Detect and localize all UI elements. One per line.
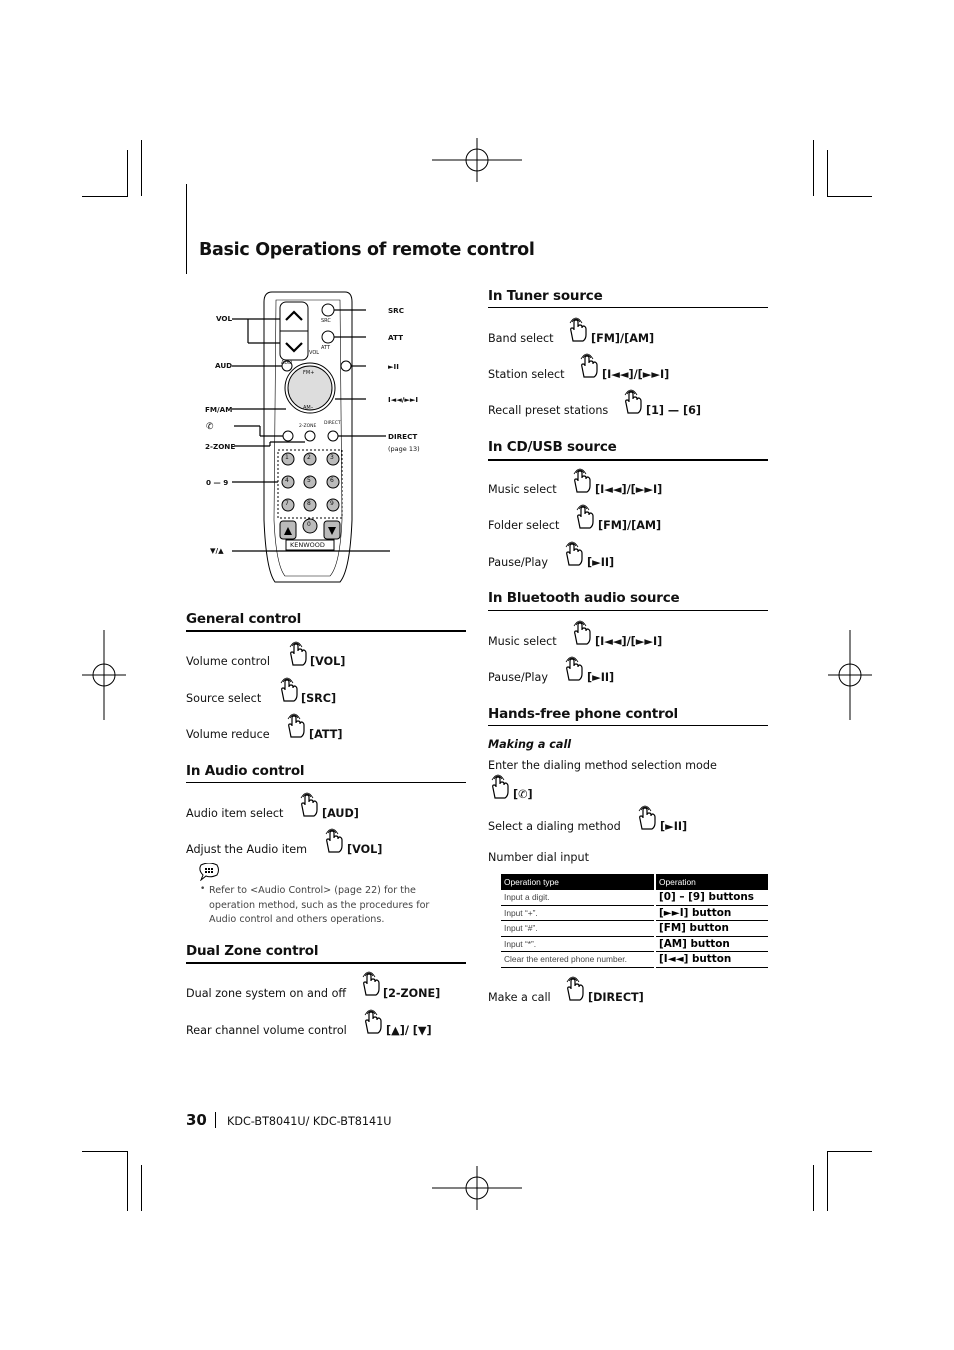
two-zone-callout: 2-ZONE (205, 442, 236, 451)
music-select-label: Music select (488, 483, 557, 496)
table-cell: Input a digit. (501, 890, 655, 905)
table-row (501, 952, 768, 968)
making-call-subheading: Making a call (488, 738, 572, 751)
preset-key: [1] — [6] (646, 404, 701, 417)
play-pause-callout: ►II (388, 362, 399, 371)
audio-control-heading: In Audio control (186, 763, 305, 779)
number-dial-label: Number dial input (488, 851, 590, 864)
vol-key: [VOL] (310, 655, 346, 668)
remote-digit-2: 2 (307, 454, 311, 461)
station-select-label: Station select (488, 368, 565, 381)
table-cell: Input “+”. (501, 905, 655, 921)
enter-mode-label: Enter the dialing method selection mode (488, 759, 717, 772)
hand-press-icon (571, 468, 591, 494)
remote-src-text: SRC (321, 318, 331, 324)
prev-next-key: [I◄◄]/[►►I] (595, 635, 663, 648)
aud-key: [AUD] (322, 807, 359, 820)
vol-key: [VOL] (347, 843, 383, 856)
hand-press-icon (323, 828, 343, 854)
select-method-label: Select a dialing method (488, 820, 621, 833)
remote-control-diagram (190, 290, 440, 590)
volume-control-label: Volume control (186, 655, 270, 668)
bt-pause-play-label: Pause/Play (488, 671, 549, 684)
phone-key: [✆] (513, 788, 533, 801)
remote-digit-3: 3 (330, 454, 334, 461)
table-cell: Clear the entered phone number. (501, 952, 655, 968)
remote-att-text: ATT (321, 345, 331, 351)
hand-press-icon (285, 713, 305, 739)
rear-volume-label: Rear channel volume control (186, 1024, 347, 1037)
fm-am-callout: FM/AM (205, 405, 233, 414)
direct-callout: DIRECT (388, 432, 418, 441)
table-row (501, 936, 768, 952)
hand-press-icon (360, 971, 380, 997)
att-key: [ATT] (309, 728, 343, 741)
remote-digit-0: 0 (307, 521, 311, 528)
pause-play-label: Pause/Play (488, 556, 549, 569)
phone-handsfree-icon: ✆ (518, 788, 528, 801)
general-control-heading: General control (186, 611, 301, 627)
src-callout: SRC (388, 306, 404, 315)
audio-note-text: Refer to <Audio Control> (page 22) for the operation method, such as the procedures for Audio control and others operations. (209, 885, 430, 925)
play-pause-key: [►II] (587, 671, 615, 684)
bluetooth-heading: In Bluetooth audio source (488, 590, 680, 606)
prev-next-key: [I◄◄]/[►►I] (595, 483, 663, 496)
hand-press-icon (563, 541, 583, 567)
prev-next-key: [I◄◄]/[►►I] (602, 368, 670, 381)
hand-press-icon (362, 1009, 382, 1035)
att-callout: ATT (388, 333, 403, 342)
hand-press-icon (298, 792, 318, 818)
dual-zone-toggle-label: Dual zone system on and off (186, 987, 347, 1000)
vol-callout: VOL (216, 314, 233, 323)
prev-next-callout: I◄◄/►►I (388, 395, 419, 404)
aud-callout: AUD (215, 361, 233, 370)
hand-press-icon (636, 805, 656, 831)
two-zone-key: [2-ZONE] (383, 987, 441, 1000)
hand-press-icon (278, 677, 298, 703)
page-title: Basic Operations of remote control (199, 240, 535, 260)
remote-digit-7: 7 (285, 500, 289, 507)
hand-press-icon (622, 389, 642, 415)
model-name: KDC-BT8041U/ KDC-BT8141U (227, 1115, 392, 1128)
handsfree-heading: Hands-free phone control (488, 706, 678, 722)
dial-operations-table (501, 874, 768, 968)
folder-select-label: Folder select (488, 519, 560, 532)
table-cell: Input “*”. (501, 936, 655, 952)
remote-fm-text: FM+ (303, 370, 315, 376)
table-cell: [►►I] button (655, 905, 768, 921)
remote-vol-text: VOL (309, 350, 320, 356)
hand-press-icon (564, 976, 584, 1002)
table-row (501, 890, 768, 905)
src-key: [SRC] (301, 692, 337, 705)
table-header: Operation (655, 874, 768, 890)
direct-key: [DIRECT] (588, 991, 644, 1004)
remote-am-text: AM– (303, 405, 314, 411)
hand-press-icon (563, 656, 583, 682)
band-select-label: Band select (488, 332, 554, 345)
fm-am-key: [FM]/[AM] (598, 519, 662, 532)
play-pause-key: [►II] (660, 820, 688, 833)
table-cell: [AM] button (655, 936, 768, 952)
remote-digit-6: 6 (330, 477, 334, 484)
remote-brand-text: KENWOOD (290, 541, 325, 549)
hand-press-icon (567, 317, 587, 343)
direct-page-ref: (page 13) (388, 445, 420, 453)
hand-press-icon (571, 620, 591, 646)
hand-press-icon (287, 641, 307, 667)
bt-music-select-label: Music select (488, 635, 557, 648)
phone-handsfree-icon: ✆ (206, 422, 214, 432)
digits-callout: 0 — 9 (206, 478, 229, 487)
remote-digit-9: 9 (330, 500, 334, 507)
table-cell: [I◄◄] button (655, 952, 768, 968)
page-number: 30 (186, 1111, 207, 1129)
note-bullet: • (200, 884, 206, 894)
table-row (501, 921, 768, 937)
table-cell: [FM] button (655, 921, 768, 937)
remote-aud-text: AUD (281, 360, 292, 366)
remote-zone-text: 2-ZONE (299, 424, 317, 429)
audio-item-select-label: Audio item select (186, 807, 284, 820)
make-call-label: Make a call (488, 991, 551, 1004)
adjust-audio-label: Adjust the Audio item (186, 843, 308, 856)
remote-digit-1: 1 (285, 454, 289, 461)
remote-digit-4: 4 (285, 477, 289, 484)
dual-zone-heading: Dual Zone control (186, 943, 319, 959)
remote-direct-text: DIRECT (324, 421, 341, 426)
hand-press-icon (489, 774, 509, 800)
source-select-label: Source select (186, 692, 262, 705)
table-header: Operation type (501, 874, 655, 890)
fm-am-key: [FM]/[AM] (591, 332, 655, 345)
note-icon (198, 863, 220, 881)
remote-digit-8: 8 (307, 500, 311, 507)
hand-press-icon (574, 504, 594, 530)
remote-digit-5: 5 (307, 477, 311, 484)
table-cell: [0] – [9] buttons (655, 890, 768, 905)
updown-key: [▲]/ [▼] (386, 1024, 432, 1037)
cd-usb-heading: In CD/USB source (488, 439, 617, 455)
table-cell: Input “#”. (501, 921, 655, 937)
hand-press-icon (578, 353, 598, 379)
recall-preset-label: Recall preset stations (488, 404, 609, 417)
play-pause-key: [►II] (587, 556, 615, 569)
table-row (501, 905, 768, 921)
updown-callout: ▼/▲ (210, 546, 224, 555)
volume-reduce-label: Volume reduce (186, 728, 270, 741)
tuner-heading: In Tuner source (488, 288, 603, 304)
